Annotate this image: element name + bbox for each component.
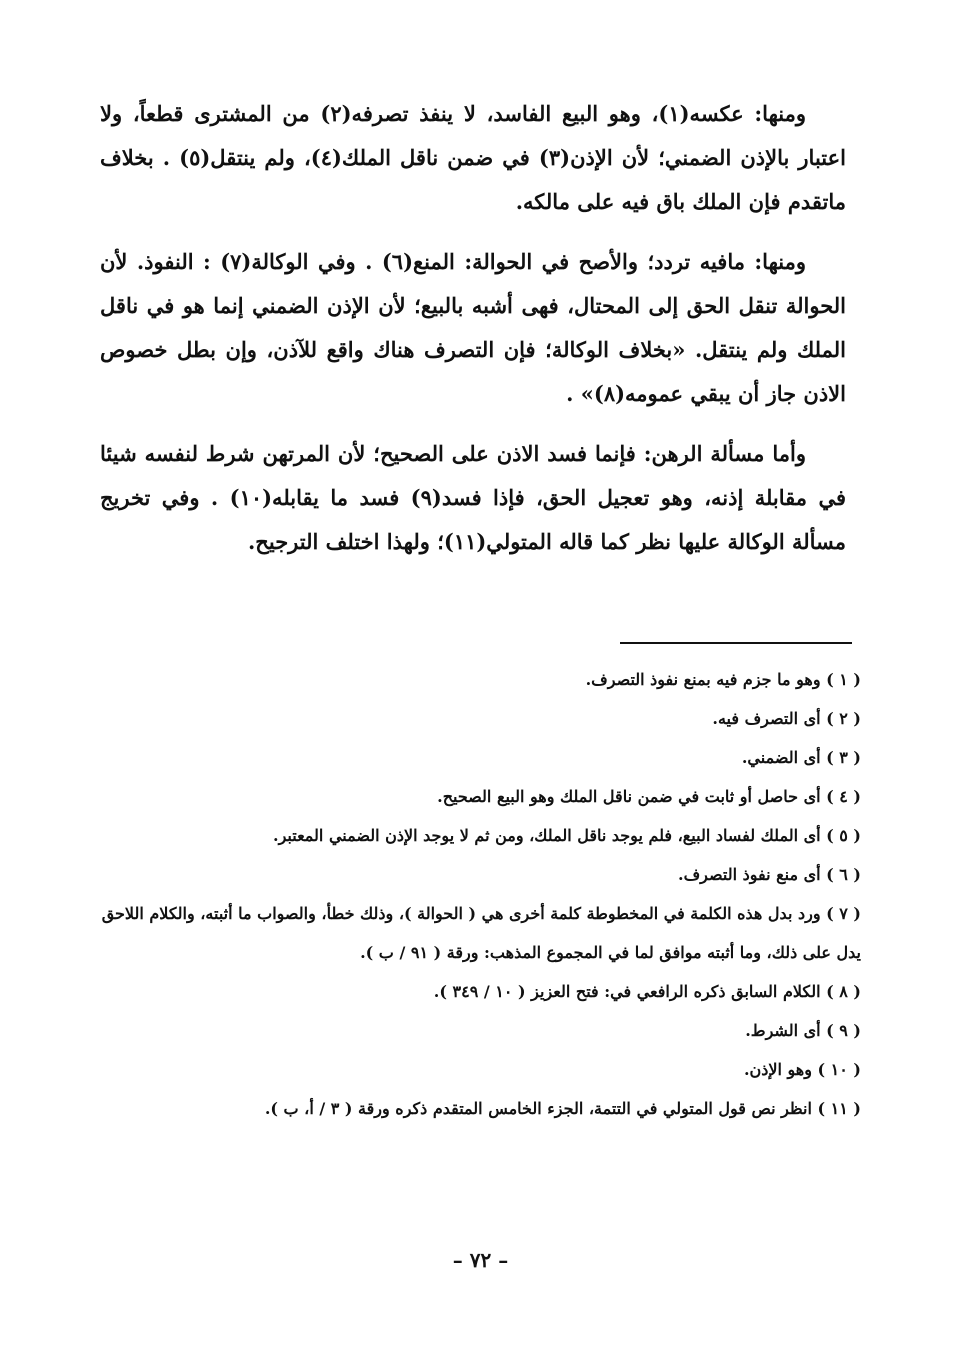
footnote-9: ( ٩ ) أى الشرط. — [745, 1021, 861, 1040]
paragraph-2: ومنها: مافيه تردد؛ والأصح في الحوالة: المنع(٦) . وفي الوكالة(٧) : النفوذ. لأن الحوالة تنقل الحق إلى المحتال، فهى أشبه بالبيع؛ لأن الإذن الضمني إنما هو في ناقل الملك ولم ينتقل. «بخلاف الوكالة؛ فإن التصرف هناك واقع للآذن، وإن بطل خصوص الاذن جاز أن يبقي عمومه(٨)» . — [100, 249, 846, 406]
footnote-2: ( ٢ ) أى التصرف فيه. — [712, 709, 861, 728]
footnote-4: ( ٤ ) أى حاصل أو ثابت في ضمن ناقل الملك وهو البيع الصحيح. — [437, 787, 861, 806]
footnote-7: ( ٧ ) ورد بدل هذه الكلمة في المخطوطة كلمة أخرى هي ( الحوالة )، وذلك خطأ، والصواب ما أثبته، والكلام اللاحق يدل على ذلك، وما أثبته موافق لما في المجموع المذهب: ورقة ( ٩١ / ب ). — [101, 904, 861, 962]
paragraph-3: وأما مسألة الرهن: فإنما فسد الاذن على الصحيح؛ لأن المرتهن شرط لنفسه شيئا في مقابلة إذنه، وهو تعجيل الحق، فإذا فسد(٩) فسد ما يقابله(١٠) . وفي تخريج مسألة الوكالة عليها نظر كما قاله المتولي(١١)؛ ولهذا اختلف الترجيح. — [100, 441, 846, 554]
footnotes-list — [100, 660, 861, 1128]
footnote-10: ( ١٠ ) وهو الإذن. — [743, 1060, 861, 1079]
page-number: – ٧٢ – — [452, 1248, 509, 1272]
main-text — [100, 92, 846, 580]
footnote-6: ( ٦ ) أى منع نفوذ التصرف. — [678, 865, 861, 884]
footnote-8: ( ٨ ) الكلام السابق ذكره الرافعي في: فتح العزيز ( ١٠ / ٣٤٩ ). — [433, 982, 861, 1001]
footnote-11: ( ١١ ) انظر نص قول المتولي في التتمة، الجزء الخامس المتقدم ذكره ورقة ( ٣ / أ، ب ). — [264, 1099, 861, 1118]
footnote-1: ( ١ ) وهو ما جزم فيه بمنع نفوذ التصرف. — [585, 670, 861, 689]
footnote-divider — [620, 642, 852, 644]
paragraph-1: ومنها: عكسه(١)، وهو البيع الفاسد، لا ينفذ تصرفه(٢) من المشترى قطعاً، ولا اعتبار بالإذن الضمني؛ لأن الإذن(٣) في ضمن ناقل الملك(٤)، ولم ينتقل(٥) . بخلاف ماتقدم فإن الملك باق فيه على مالكه. — [100, 101, 846, 214]
footnote-5: ( ٥ ) أى الملك لفساد البيع، فلم يوجد ناقل الملك، ومن ثم لا يوجد الإذن الضمني المعتبر. — [273, 826, 861, 845]
footnote-3: ( ٣ ) أى الضمني. — [741, 748, 861, 767]
